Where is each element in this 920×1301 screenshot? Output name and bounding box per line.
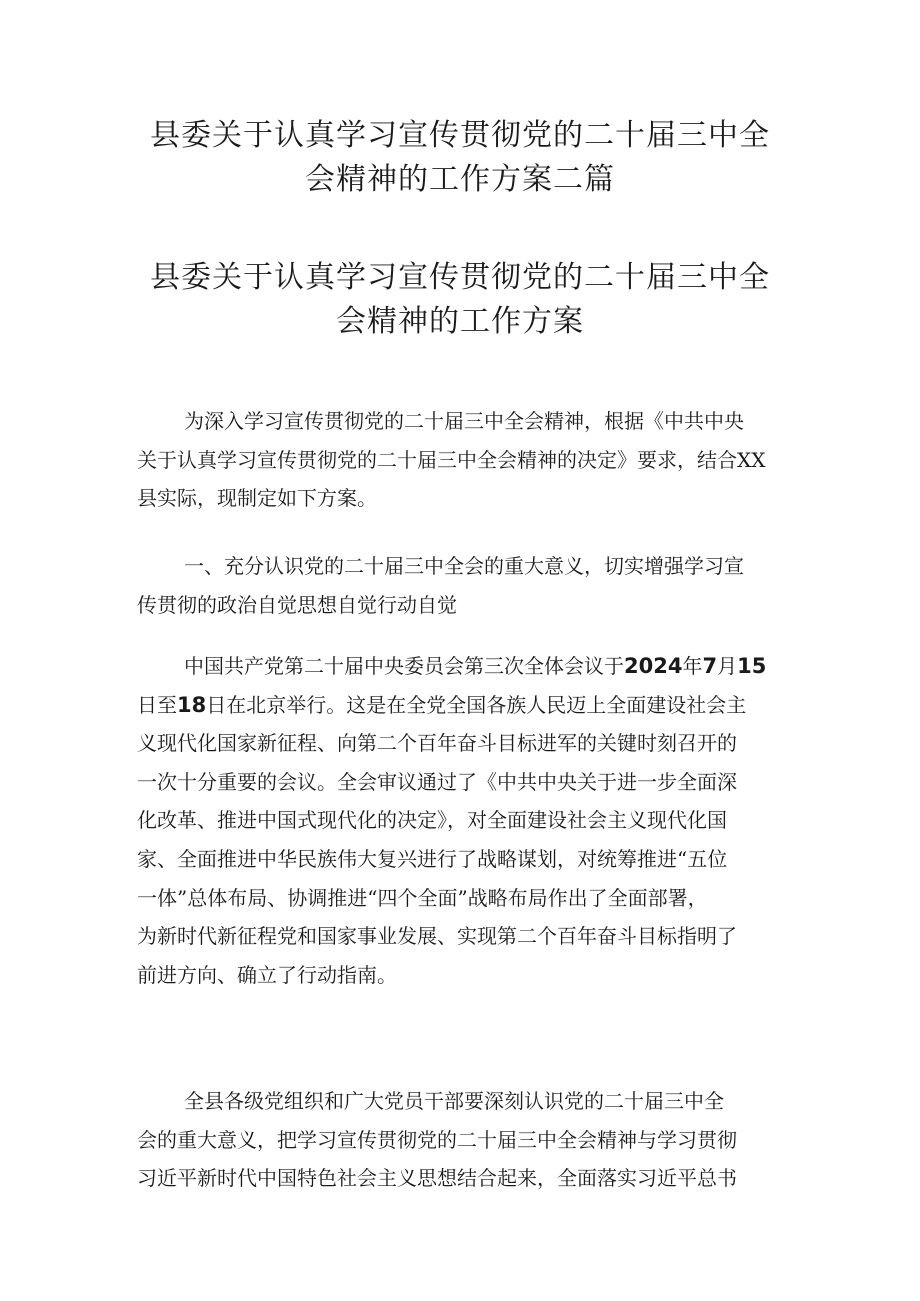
meeting-line-1 bbox=[137, 647, 797, 686]
section-1-heading bbox=[137, 547, 797, 624]
meeting-line-7: 一体”总体布局、协调推进“四个全面”战略布局作出了全面部署， bbox=[137, 885, 708, 910]
sub-title-line-2: 会精神的工作方案 bbox=[336, 304, 584, 339]
county-line-2: 会的重大意义，把学习宣传贯彻党的二十届三中全会精神与学习贯彻 bbox=[137, 1127, 737, 1152]
meeting-paragraph bbox=[137, 647, 797, 994]
meeting-line-1-text-b: 年 bbox=[682, 654, 703, 678]
county-paragraph bbox=[137, 1082, 797, 1198]
main-title-line-2: 会精神的工作方案二篇 bbox=[305, 162, 615, 197]
meeting-line-1-text-c: 月 bbox=[717, 654, 738, 678]
county-line-1: 全县各级党组织和广大党员干部要深刻认识党的二十届三中全 bbox=[184, 1089, 724, 1113]
main-title-line-1: 县委关于认真学习宣传贯彻党的二十届三中全 bbox=[150, 118, 770, 153]
intro-line-3: 县实际，现制定如下方案。 bbox=[137, 486, 377, 511]
meeting-line-5: 化改革、推进中国式现代化的决定》，对全面建设社会主义现代化国 bbox=[137, 808, 727, 833]
county-line-3: 习近平新时代中国特色社会主义思想结合起来，全面落实习近平总书 bbox=[137, 1166, 737, 1191]
intro-line-2: 关于认真学习宣传贯彻党的二十届三中全会精神的决定》要求，结合XX bbox=[137, 447, 766, 472]
document-main-title bbox=[120, 114, 800, 202]
sub-title-line-1: 县委关于认真学习宣传贯彻党的二十届三中全 bbox=[150, 260, 770, 295]
document-sub-title bbox=[120, 256, 800, 344]
meeting-line-2-text-a: 日至 bbox=[137, 692, 177, 717]
meeting-line-8: 为新时代新征程党和国家事业发展、实现第二个百年奋斗目标指明了 bbox=[137, 924, 737, 949]
intro-line-1: 为深入学习宣传贯彻党的二十届三中全会精神，根据《中共中央 bbox=[184, 409, 744, 433]
meeting-year: 2024 bbox=[624, 654, 683, 678]
intro-paragraph bbox=[137, 402, 797, 518]
meeting-line-1-text-a: 中国共产党第二十届中央委员会第三次全体会议于 bbox=[184, 654, 624, 678]
meeting-line-6: 家、全面推进中华民族伟大复兴进行了战略谋划，对统筹推进“五位 bbox=[137, 846, 728, 871]
meeting-line-3: 义现代化国家新征程、向第二个百年奋斗目标进军的关键时刻召开的 bbox=[137, 731, 737, 756]
meeting-end-day: 18 bbox=[177, 692, 207, 717]
meeting-line-9: 前进方向、确立了行动指南。 bbox=[137, 962, 397, 987]
section-1-line-2: 传贯彻的政治自觉思想自觉行动自觉 bbox=[137, 592, 457, 617]
meeting-month: 7 bbox=[702, 654, 718, 678]
meeting-line-2 bbox=[137, 686, 797, 725]
meeting-start-day: 15 bbox=[737, 654, 767, 678]
meeting-line-4: 一次十分重要的会议。全会审议通过了《中共中央关于进一步全面深 bbox=[137, 769, 737, 794]
section-1-line-1: 一、充分认识党的二十届三中全会的重大意义，切实增强学习宣 bbox=[184, 554, 744, 578]
meeting-line-2-text-b: 日在北京举行。这是在全党全国各族人民迈上全面建设社会主 bbox=[206, 692, 747, 717]
